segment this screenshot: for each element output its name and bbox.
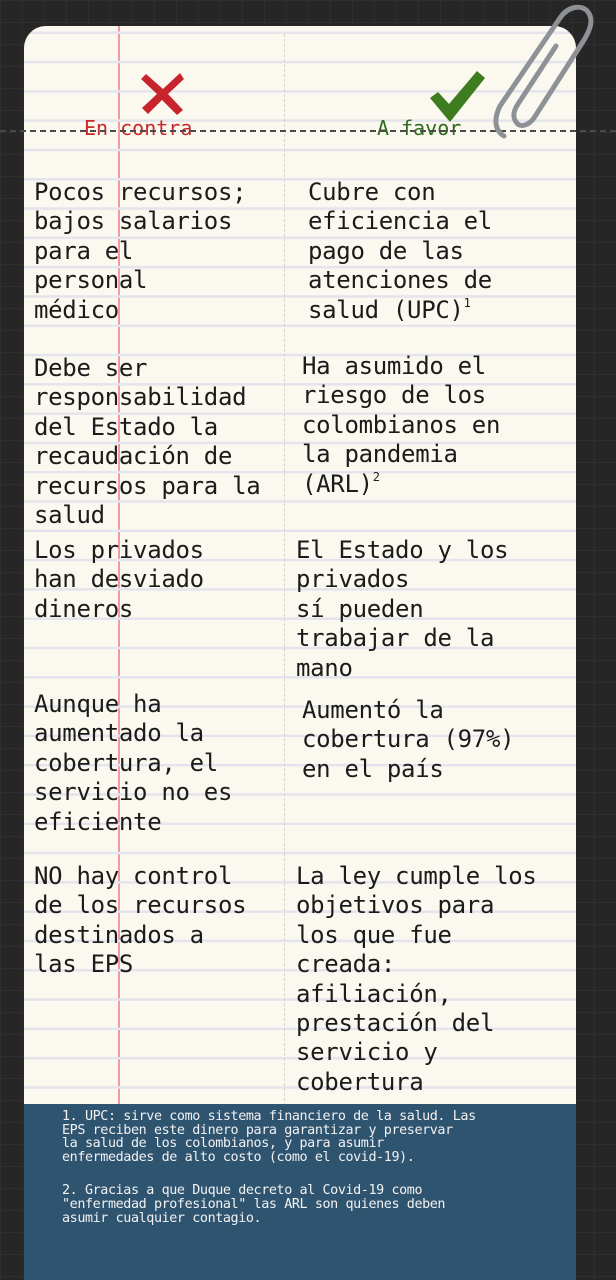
favor-cell-5: La ley cumple los objetivos para los que fue creada: afiliación, prestación del servicio y cobertura (296, 862, 537, 1096)
contra-cell-5: NO hay control de los recursos destinados a las EPS (34, 862, 247, 979)
contra-cell-4: Aunque ha aumentado la cobertura, el servicio no es eficiente (34, 690, 233, 836)
favor-cell-2 (302, 352, 500, 499)
paper-clip-icon (490, 0, 594, 146)
contra-heading: En contra (84, 116, 193, 140)
contra-cell-2: Debe ser responsabilidad del Estado la recaudación de recursos para la salud (34, 354, 261, 530)
favor-cell-3: El Estado y los privados sí pueden trabajar de la mano (296, 536, 509, 682)
favor-cell-1 (308, 178, 492, 325)
footnote-2: 2. Gracias a que Duque decreto al Covid-19 como "enfermedad profesional" las ARL son quienes deben asumir cualquier contagio. (62, 1183, 446, 1226)
footnotes-panel (24, 1104, 576, 1280)
footnote-1: 1. UPC: sirve como sistema financiero de la salud. Las EPS reciben este dinero para garantizar y preservar la salud de los colombianos, y para asumir enfermedades de alto costo (como el covid-19). (62, 1109, 476, 1165)
contra-cell-3: Los privados han desviado dineros (34, 536, 204, 623)
favor-text-2: Ha asumido el riesgo de los colombianos en la pandemia (ARL) (302, 352, 501, 498)
contra-cell-1: Pocos recursos; bajos salarios para el personal médico (34, 178, 247, 324)
favor-text-1: Cubre con eficiencia el pago de las atenciones de salud (UPC) (308, 178, 492, 324)
footnote-ref-1: 1 (463, 295, 471, 310)
column-divider (284, 34, 285, 1106)
favor-heading: A favor (377, 116, 462, 140)
favor-cell-4: Aumentó la cobertura (97%) en el país (302, 696, 515, 783)
x-mark-icon (140, 70, 186, 116)
footnote-ref-2: 2 (372, 469, 380, 484)
notebook-card (24, 26, 576, 1280)
